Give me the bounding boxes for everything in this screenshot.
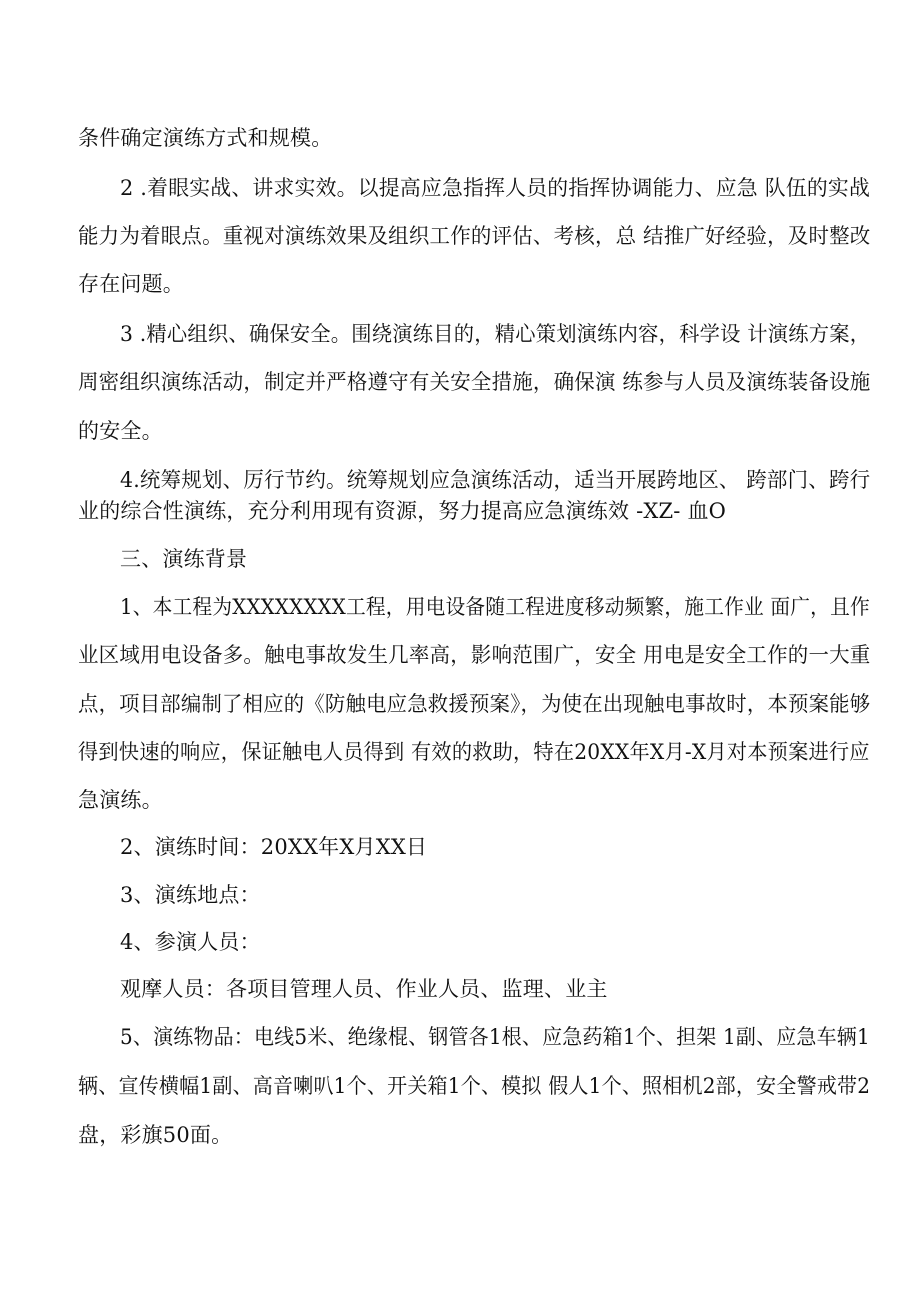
text-line: 业的综合性演练，充分利用现有资源，努力提高应急演练效 -XZ- 血O <box>78 499 727 523</box>
section-heading: 三、演练背景 <box>120 547 248 571</box>
text-line: 4、参演人员： <box>120 930 261 954</box>
text-line: 急演练。 <box>78 788 163 812</box>
text-line: 辆、宣传横幅1副、高音喇叭1个、开关箱1个、模拟 假人1个、照相机2部，安全警戒带2 <box>78 1074 871 1098</box>
text-line: 存在问题。 <box>78 272 184 296</box>
text-line: 条件确定演练方式和规模。 <box>78 126 333 150</box>
text-line: 点，项目部编制了相应的《防触电应急救援预案》，为使在出现触电事故时，本预案能够 <box>78 692 871 716</box>
text-line: 的安全。 <box>78 419 163 443</box>
text-line: 3 .精心组织、确保安全。围绕演练目的，精心策划演练内容，科学设 计演练方案， <box>120 322 871 346</box>
text-line: 2 .着眼实战、讲求实效。以提高应急指挥人员的指挥协调能力、应急 队伍的实战 <box>120 176 871 200</box>
text-line: 2、演练时间：20XX年X月XX日 <box>120 835 428 859</box>
text-line: 3、演练地点： <box>120 883 261 907</box>
text-line: 盘，彩旗50面。 <box>78 1123 233 1147</box>
text-line: 观摩人员：各项目管理人员、作业人员、监理、业主 <box>120 977 608 1001</box>
text-line: 得到快速的响应，保证触电人员得到 有效的救助，特在20XX年X月-X月对本预案进行应 <box>78 740 870 764</box>
text-line: 1、本工程为XXXXXXXX工程，用电设备随工程进度移动频繁，施工作业 面广，且作 <box>120 595 870 619</box>
text-line: 业区域用电设备多。触电事故发生几率高，影响范围广，安全 用电是安全工作的一大重 <box>78 643 871 667</box>
text-line: 能力为着眼点。重视对演练效果及组织工作的评估、考核，总 结推广好经验，及时整改 <box>78 224 871 248</box>
text-line: 周密组织演练活动，制定并严格遵守有关安全措施，确保演 练参与人员及演练装备设施 <box>78 370 871 394</box>
text-line: 5、演练物品：电线5米、绝缘棍、钢管各1根、应急药箱1个、担架 1副、应急车辆1 <box>120 1025 870 1049</box>
text-line: 4.统筹规划、厉行节约。统筹规划应急演练活动，适当开展跨地区、 跨部门、跨行 <box>120 468 871 492</box>
